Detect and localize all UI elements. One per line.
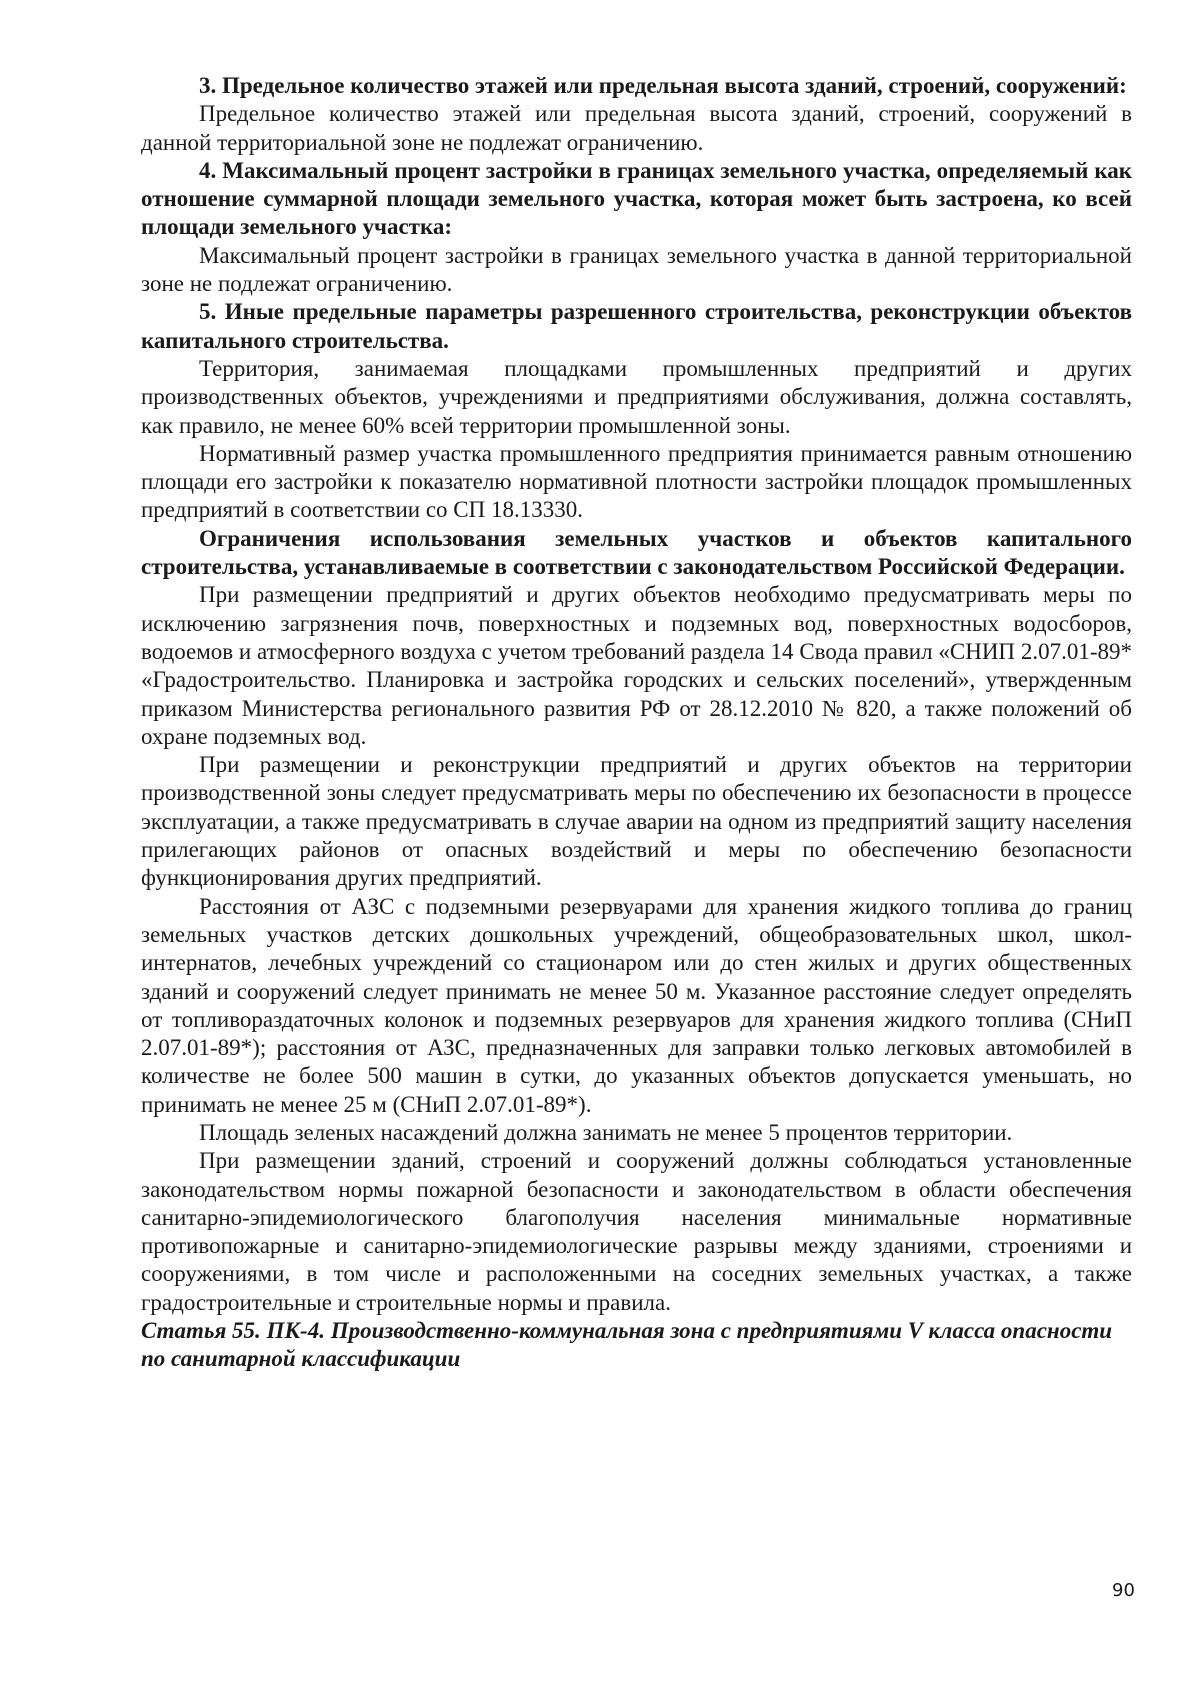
- paragraph-pollution-measures: При размещении предприятий и других объектов необходимо предусматривать меры по исключению загрязнения почв, поверхностных и подземных вод, поверхностных водосборов, водоемов и атмосферного воздуха с учетом требований раздела 14 Свода правил «СНИП 2.07.01-89* «Градостроительство. Планировка и застройка городских и сельских поселений», утвержденным приказом Министерства регионального развития РФ от 28.12.2010 № 820, а также положений об охране подземных вод.: [141, 582, 1132, 749]
- paragraph-green-area: Площадь зеленых насаждений должна занимать не менее 5 процентов территории.: [199, 1119, 1013, 1145]
- paragraph-normative-size: Нормативный размер участка промышленного предприятия принимается равным отношению площади его застройки к показателю нормативной плотности застройки площадок промышленных предприятий в соответствии со СП 18.13330.: [141, 440, 1132, 523]
- paragraph-gas-station-distances: Расстояния от АЗС с подземными резервуарами для хранения жидкого топлива до границ земельных участков детских дошкольных учреждений, общеобразовательных школ, школ-интернатов, лечебных учреждений со стационаром или до стен жилых и других общественных зданий и сооружений следует принимать не менее 50 м. Указанное расстояние следует определять от топливораздаточных колонок и подземных резервуаров для хранения жидкого топлива (СНиП 2.07.01-89*); расстояния от АЗС, предназначенных для заправки только легковых автомобилей в количестве не более 500 машин в сутки, до указанных объектов допускается уменьшать, но принимать не менее 25 м (СНиП 2.07.01-89*).: [141, 893, 1132, 1117]
- paragraph-max-floors: Предельное количество этажей или предельная высота зданий, строений, сооружений в данной территориальной зоне не подлежат ограничению.: [141, 101, 1132, 155]
- heading-restrictions: Ограничения использования земельных участков и объектов капитального строительства, устанавливаемые в соответствии с законодательством Российской Федерации.: [141, 525, 1132, 580]
- article-55-title: Статья 55. ПК-4. Производственно-коммунальная зона с предприятиями V класса опасности по санитарной классификации: [141, 1318, 1113, 1372]
- page-number: 90: [1112, 1580, 1135, 1601]
- paragraph-fire-safety: При размещении зданий, строений и сооружений должны соблюдаться установленные законодательством нормы пожарной безопасности и законодательством в области обеспечения санитарно-эпидемиологического благополучия населения минимальные нормативные противопожарные и санитарно-эпидемиологические разрывы между зданиями, строениями и сооружениями, в том числе и расположенными на соседних земельных участках, а также градостроительные и строительные нормы и правила.: [141, 1148, 1132, 1315]
- heading-max-floors: 3. Предельное количество этажей или предельная высота зданий, строений, сооружений:: [199, 73, 1127, 98]
- heading-max-building-percent: 4. Максимальный процент застройки в границах земельного участка, определяемый как отношение суммарной площади земельного участка, которая может быть застроена, ко всей площади земельного участка:: [141, 157, 1132, 240]
- paragraph-territory-share: Территория, занимаемая площадками промышленных предприятий и других производственных объектов, учреждениями и предприятиями обслуживания, должна составлять, как правило, не менее 60% всей территории промышленной зоны.: [141, 355, 1132, 438]
- paragraph-safety-measures: При размещении и реконструкции предприятий и других объектов на территории производственной зоны следует предусматривать меры по обеспечению их безопасности в процессе эксплуатации, а также предусматривать в случае аварии на одном из предприятий защиту населения прилегающих районов от опасных воздействий и меры по обеспечению безопасности функционирования других предприятий.: [141, 752, 1132, 891]
- heading-other-parameters: 5. Иные предельные параметры разрешенного строительства, реконструкции объектов капитального строительства.: [141, 299, 1132, 353]
- document-body: [141, 72, 1132, 1374]
- paragraph-max-building-percent: Максимальный процент застройки в границах земельного участка в данной территориальной зоне не подлежат ограничению.: [141, 242, 1132, 297]
